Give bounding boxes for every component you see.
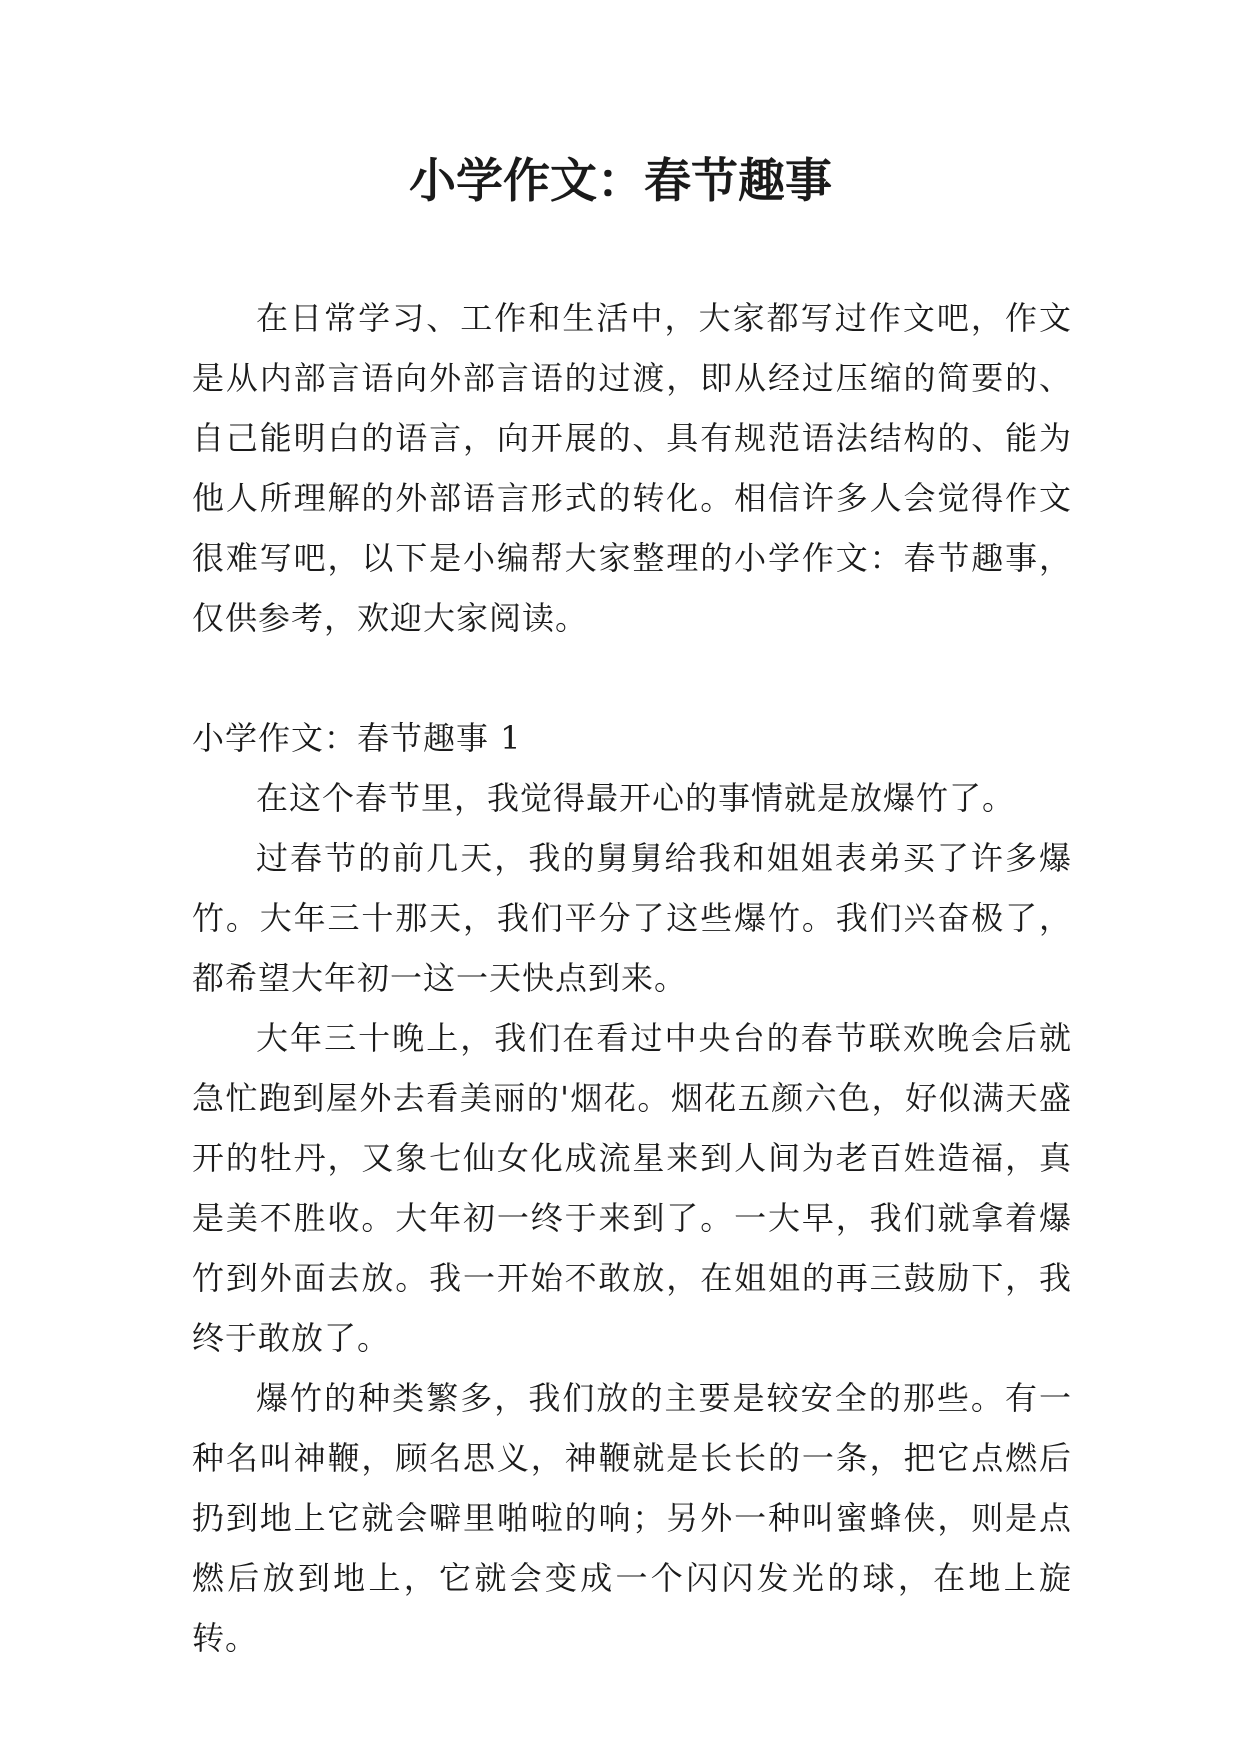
body-paragraph: 爆竹的种类繁多，我们放的主要是较安全的那些。有一种名叫神鞭，顾名思义，神鞭就是长长的一条，把它点燃后扔到地上它就会噼里啪啦的响；另外一种叫蜜蜂侠，则是点燃后放到地上，它就会变成一个闪闪发光的球，在地上旋转。 (192, 1379, 1072, 1657)
body-paragraph: 大年三十晚上，我们在看过中央台的春节联欢晚会后就急忙跑到屋外去看美丽的'烟花。烟花五颜六色，好似满天盛开的牡丹，又象七仙女化成流星来到人间为老百姓造福，真是美不胜收。大年初一终于来到了。一大早，我们就拿着爆竹到外面去放。我一开始不敢放，在姐姐的再三鼓励下，我终于敢放了。 (192, 1019, 1072, 1357)
body-paragraph: 过春节的前几天，我的舅舅给我和姐姐表弟买了许多爆竹。大年三十那天，我们平分了这些爆竹。我们兴奋极了，都希望大年初一这一天快点到来。 (192, 839, 1072, 997)
document-body (192, 288, 1072, 1668)
body-paragraph: 在这个春节里，我觉得最开心的事情就是放爆竹了。 (256, 779, 1016, 817)
intro-paragraph: 在日常学习、工作和生活中，大家都写过作文吧，作文是从内部言语向外部言语的过渡，即从经过压缩的简要的、自己能明白的语言，向开展的、具有规范语法结构的、能为他人所理解的外部语言形式的转化。相信许多人会觉得作文很难写吧，以下是小编帮大家整理的小学作文：春节趣事，仅供参考，欢迎大家阅读。 (192, 299, 1072, 637)
document-title: 小学作文：春节趣事 (409, 154, 832, 209)
section-heading: 小学作文：春节趣事 1 (192, 719, 522, 757)
